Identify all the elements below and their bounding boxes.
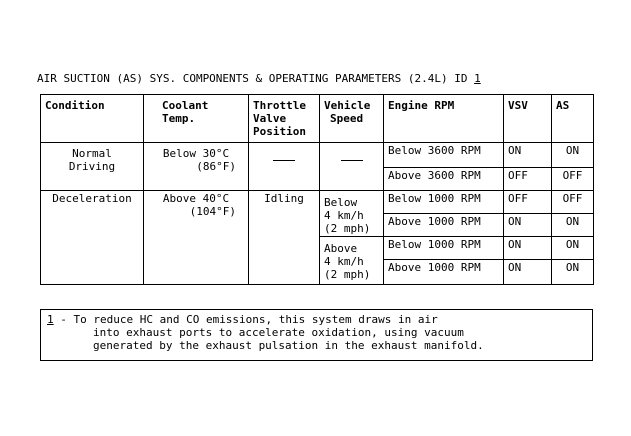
footnote-line-3: generated by the exhaust pulsation in the exhaust manifold. [93,339,484,352]
cell-rpm: Above 1000 RPM [384,214,504,237]
cell-as: OFF [552,191,594,214]
cell-rpm: Below 3600 RPM [384,143,504,168]
title-ref: 1 [474,72,481,85]
cell-vsv: ON [504,214,552,237]
cell-decel-throttle: Idling [249,191,320,285]
parameters-table [40,94,594,285]
header-vehicle-speed: Vehicle Speed [320,95,384,143]
cell-rpm: Below 1000 RPM [384,237,504,260]
header-engine-rpm: Engine RPM [384,95,504,143]
cell-as: OFF [552,168,594,191]
not-applicable-dash [341,160,363,161]
not-applicable-dash [273,160,295,161]
cell-vsv: OFF [504,191,552,214]
cell-normal-driving: Normal Driving [41,143,144,191]
cell-speed-above: Above 4 km/h (2 mph) [320,237,384,285]
cell-decel-coolant: Above 40°C (104°F) [144,191,249,285]
cell-deceleration: Deceleration [41,191,144,285]
cell-as: ON [552,143,594,168]
cell-rpm: Above 3600 RPM [384,168,504,191]
header-vsv: VSV [504,95,552,143]
footnote-line-2: into exhaust ports to accelerate oxidation, using vacuum [93,326,464,339]
table-row [41,191,594,214]
cell-rpm: Below 1000 RPM [384,191,504,214]
footnote [40,309,593,361]
cell-vsv: ON [504,143,552,168]
cell-speed-below: Below 4 km/h (2 mph) [320,191,384,237]
cell-rpm: Above 1000 RPM [384,260,504,285]
title-text: AIR SUCTION (AS) SYS. COMPONENTS & OPERATING PARAMETERS (2.4L) ID [37,72,468,85]
cell-as: ON [552,260,594,285]
header-throttle: Throttle Valve Position [249,95,320,143]
header-as: AS [552,95,594,143]
header-condition: Condition [41,95,144,143]
header-coolant: Coolant Temp. [144,95,249,143]
cell-normal-coolant: Below 30°C (86°F) [144,143,249,191]
cell-vsv: OFF [504,168,552,191]
footnote-line-1: 1 - To reduce HC and CO emissions, this system draws in air [47,313,438,326]
table-row [41,143,594,168]
header-row [41,95,594,143]
cell-vsv: ON [504,237,552,260]
cell-as: ON [552,237,594,260]
cell-vsv: ON [504,260,552,285]
cell-normal-speed [320,143,384,191]
cell-normal-throttle [249,143,320,191]
cell-as: ON [552,214,594,237]
footnote-ref: 1 [47,313,54,326]
table-title [37,72,481,85]
